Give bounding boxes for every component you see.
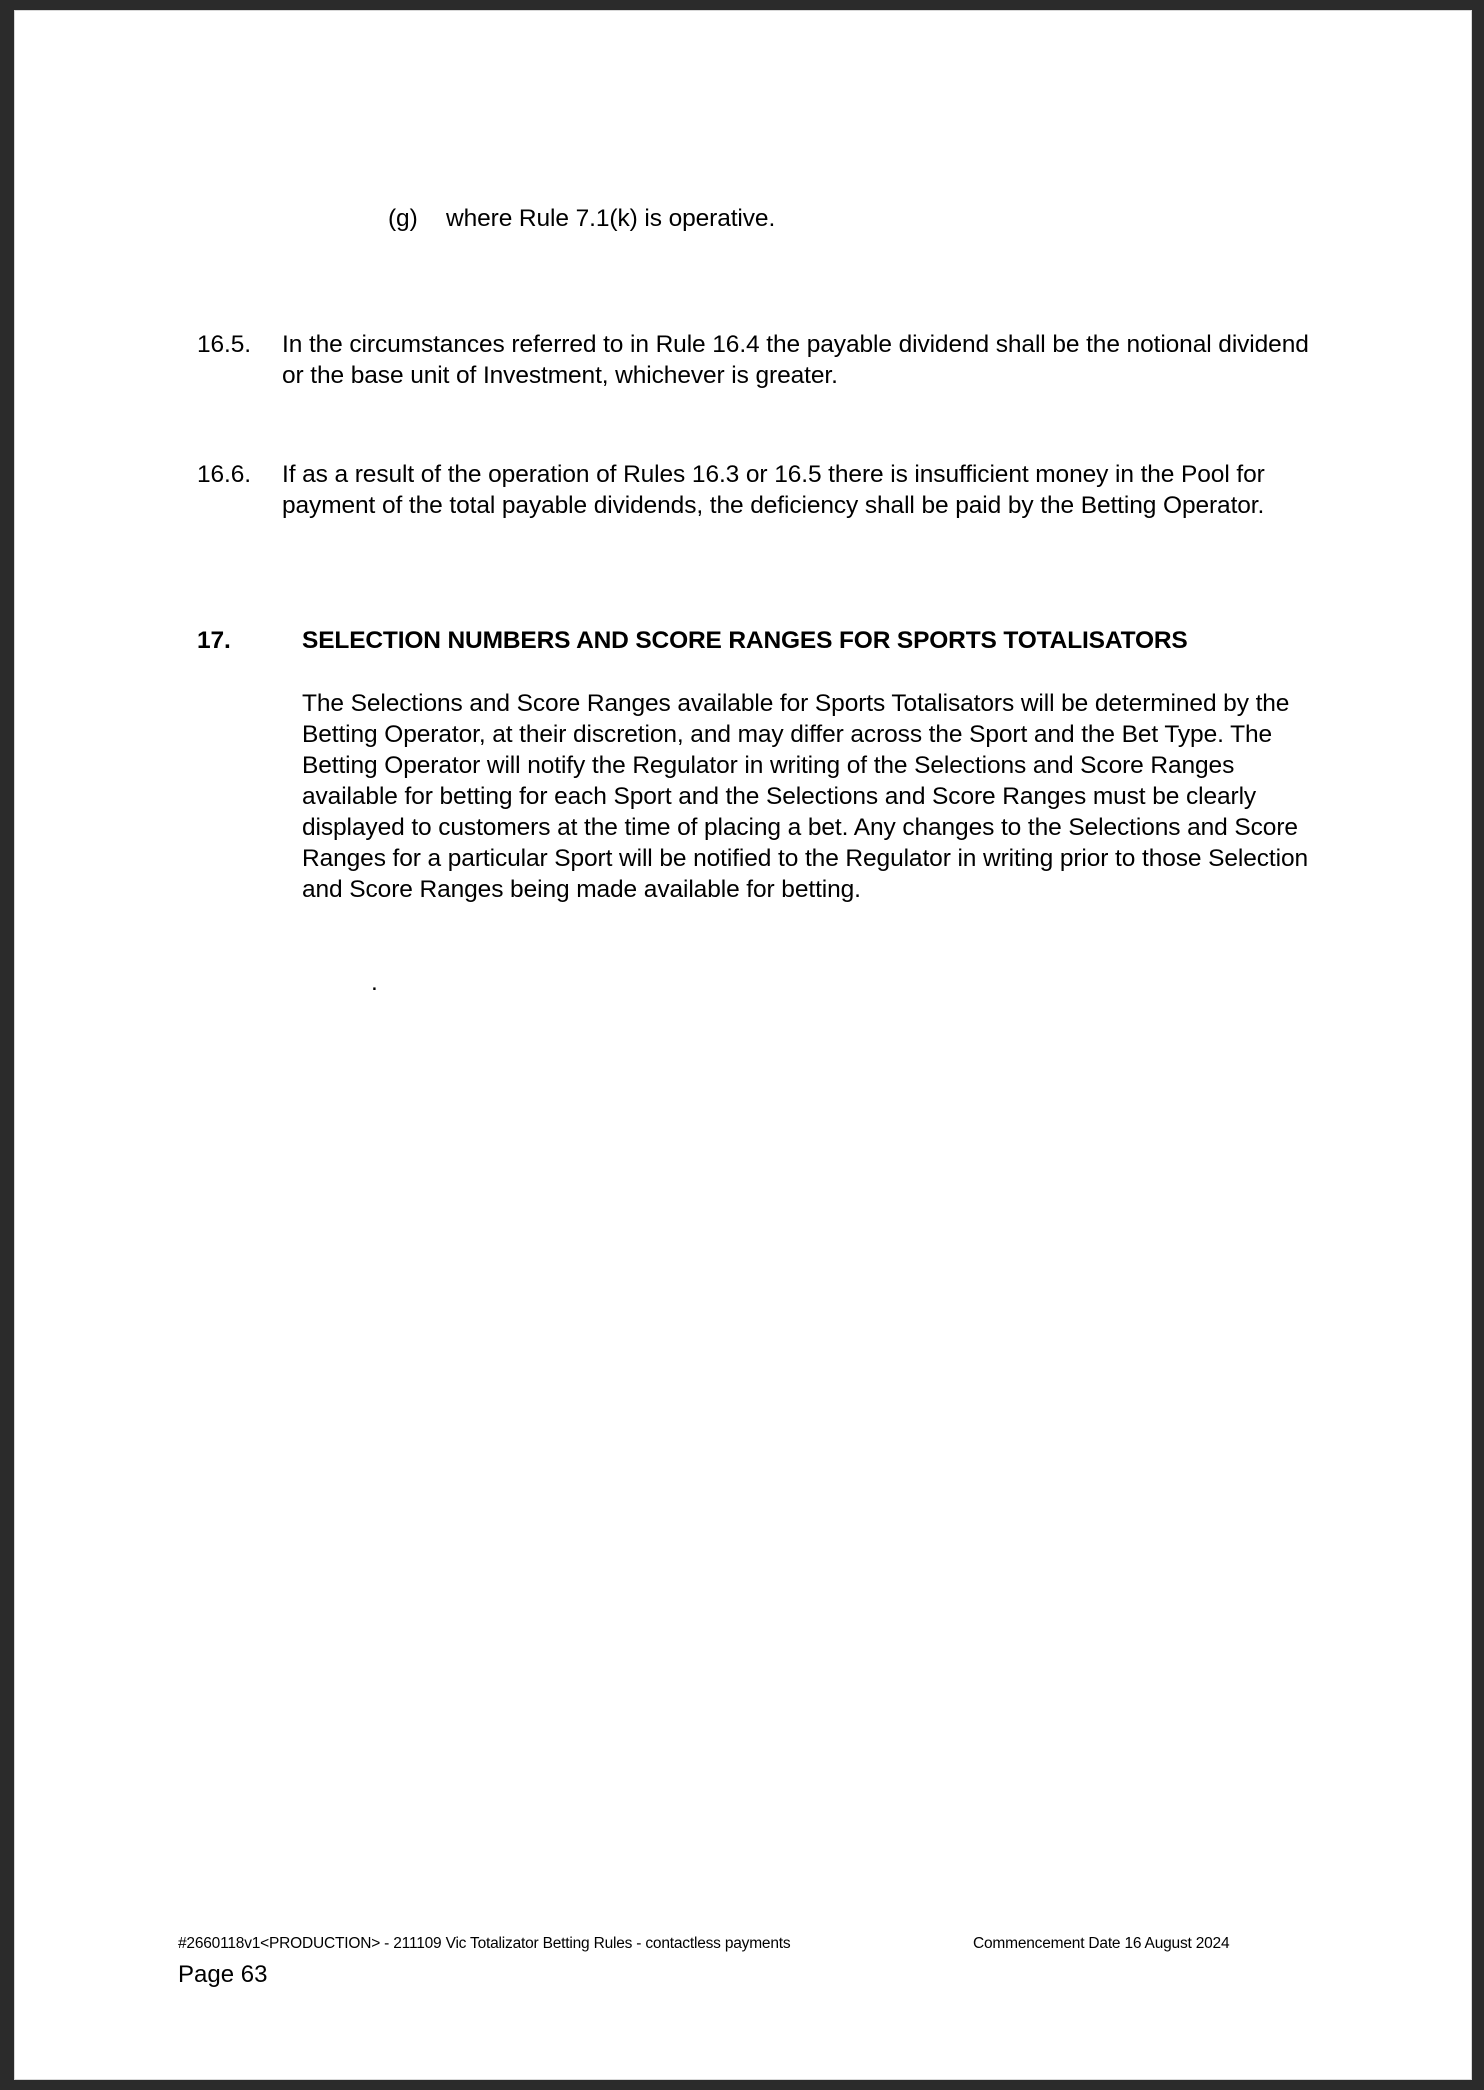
clause-g-text: where Rule 7.1(k) is operative. <box>446 205 776 232</box>
footer-top-line <box>178 1934 1372 1958</box>
rule-16-5-text: In the circumstances referred to in Rule 16.4 the payable dividend shall be the notional dividend or the base unit of Investment, whichever is greater. <box>282 331 1309 389</box>
page-footer <box>14 1934 1472 2004</box>
clause-g-marker: (g) <box>388 205 418 232</box>
rule-16-5 <box>197 329 1312 391</box>
page-content-area <box>14 10 1472 2080</box>
rule-16-5-number: 16.5. <box>197 331 251 358</box>
rule-16-6-text: If as a result of the operation of Rules 16.3 or 16.5 there is insufficient money in the Pool for payment of the total payable dividends, the deficiency shall be paid by the Betting Operator. <box>282 461 1265 519</box>
stray-period-mark: . <box>371 969 378 996</box>
document-page <box>14 10 1472 2080</box>
footer-page-number: Page 63 <box>178 1961 268 1988</box>
section-17-number: 17. <box>197 627 231 654</box>
rule-16-6-number: 16.6. <box>197 461 251 488</box>
rule-16-6 <box>197 459 1287 521</box>
footer-document-id: #2660118v1<PRODUCTION> - 211109 Vic Totalizator Betting Rules - contactless payments <box>178 1935 791 1952</box>
footer-commencement-date: Commencement Date 16 August 2024 <box>973 1935 1230 1952</box>
section-17-heading <box>197 625 1327 656</box>
section-17-title: SELECTION NUMBERS AND SCORE RANGES FOR SPORTS TOTALISATORS <box>302 627 1188 654</box>
clause-g <box>388 203 1208 234</box>
section-17-body: The Selections and Score Ranges available for Sports Totalisators will be determined by the Betting Operator, at their discretion, and may differ across the Sport and the Bet Type. The Betting Operator will notify the Regulator in writing of the Selections and Score Ranges available for betting for each Sport and the Selections and Score Ranges must be clearly displayed to customers at the time of placing a bet. Any changes to the Selections and Score Ranges for a particular Sport will be notified to the Regulator in writing prior to those Selection and Score Ranges being made available for betting. <box>302 690 1309 903</box>
